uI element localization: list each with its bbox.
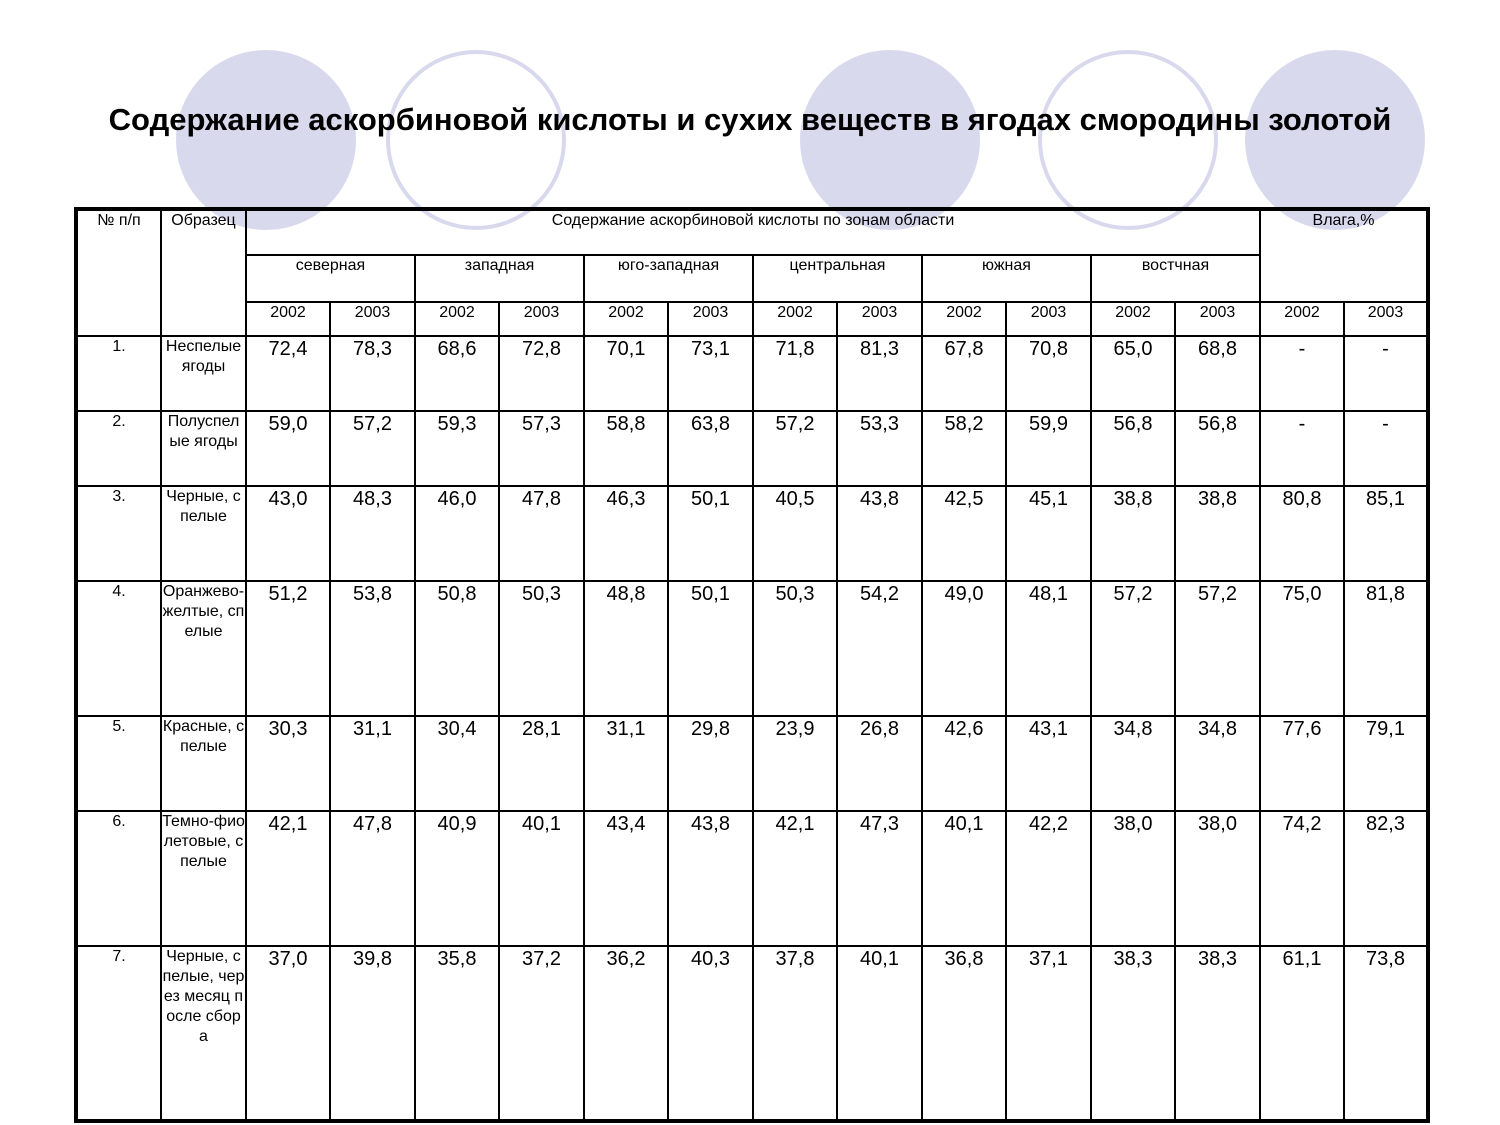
decor-circle-filled-1: [176, 50, 356, 230]
value-cell: 43,4: [584, 811, 668, 946]
value-cell: 70,8: [1006, 336, 1091, 411]
value-cell: 43,8: [837, 486, 922, 581]
value-cell: 80,8: [1260, 486, 1344, 581]
value-cell: 50,3: [499, 581, 584, 716]
value-cell: 36,2: [584, 946, 668, 1121]
value-cell: 58,2: [922, 411, 1006, 486]
value-cell: 43,1: [1006, 716, 1091, 811]
value-cell: -: [1260, 336, 1344, 411]
value-cell: -: [1344, 336, 1428, 411]
value-cell: 42,6: [922, 716, 1006, 811]
zone-header: центральная: [753, 255, 922, 302]
value-cell: 38,3: [1091, 946, 1175, 1121]
value-cell: 70,1: [584, 336, 668, 411]
value-cell: 39,8: [330, 946, 415, 1121]
value-cell: 81,3: [837, 336, 922, 411]
year-header: 2002: [415, 302, 499, 336]
row-sample: Оранжево-желтые, спелые: [161, 581, 246, 716]
value-cell: 74,2: [1260, 811, 1344, 946]
value-cell: 59,3: [415, 411, 499, 486]
value-cell: 56,8: [1091, 411, 1175, 486]
value-cell: 57,3: [499, 411, 584, 486]
row-number: 7.: [76, 946, 161, 1121]
value-cell: 26,8: [837, 716, 922, 811]
value-cell: 48,1: [1006, 581, 1091, 716]
row-number: 6.: [76, 811, 161, 946]
value-cell: 50,1: [668, 581, 753, 716]
table-row: [76, 486, 1428, 581]
value-cell: 40,9: [415, 811, 499, 946]
decor-circle-filled-2: [800, 50, 980, 230]
value-cell: 40,3: [668, 946, 753, 1121]
row-number: 5.: [76, 716, 161, 811]
year-header: 2002: [246, 302, 330, 336]
year-header: 2003: [1175, 302, 1260, 336]
value-cell: 37,0: [246, 946, 330, 1121]
row-sample: Черные, спелые, через месяц после сбора: [161, 946, 246, 1121]
value-cell: 57,2: [330, 411, 415, 486]
value-cell: 68,6: [415, 336, 499, 411]
zone-header: западная: [415, 255, 584, 302]
value-cell: 38,0: [1091, 811, 1175, 946]
table-row: [76, 946, 1428, 1121]
value-cell: 46,0: [415, 486, 499, 581]
table-body: [76, 336, 1428, 1121]
value-cell: 42,5: [922, 486, 1006, 581]
value-cell: 75,0: [1260, 581, 1344, 716]
year-header: 2002: [1260, 302, 1344, 336]
value-cell: 58,8: [584, 411, 668, 486]
value-cell: 46,3: [584, 486, 668, 581]
value-cell: 43,0: [246, 486, 330, 581]
value-cell: 31,1: [584, 716, 668, 811]
zone-header: востчная: [1091, 255, 1260, 302]
year-header: 2003: [668, 302, 753, 336]
zone-header-row: [76, 255, 1428, 302]
value-cell: 34,8: [1091, 716, 1175, 811]
row-sample: Неспелые ягоды: [161, 336, 246, 411]
value-cell: 54,2: [837, 581, 922, 716]
row-sample: Красные, спелые: [161, 716, 246, 811]
zone-header: юго-западная: [584, 255, 753, 302]
value-cell: 40,5: [753, 486, 837, 581]
row-number: 4.: [76, 581, 161, 716]
value-cell: 31,1: [330, 716, 415, 811]
value-cell: 42,1: [753, 811, 837, 946]
value-cell: 50,1: [668, 486, 753, 581]
value-cell: 51,2: [246, 581, 330, 716]
value-cell: 47,8: [330, 811, 415, 946]
value-cell: 79,1: [1344, 716, 1428, 811]
value-cell: 72,8: [499, 336, 584, 411]
value-cell: -: [1260, 411, 1344, 486]
value-cell: 53,8: [330, 581, 415, 716]
row-sample: Черные, спелые: [161, 486, 246, 581]
year-header: 2003: [330, 302, 415, 336]
value-cell: 37,2: [499, 946, 584, 1121]
value-cell: 56,8: [1175, 411, 1260, 486]
value-cell: 23,9: [753, 716, 837, 811]
zone-header: южная: [922, 255, 1091, 302]
value-cell: 57,2: [1175, 581, 1260, 716]
value-cell: 30,3: [246, 716, 330, 811]
value-cell: 49,0: [922, 581, 1006, 716]
value-cell: 81,8: [1344, 581, 1428, 716]
table-row: [76, 411, 1428, 486]
slide-title: Содержание аскорбиновой кислоты и сухих веществ в ягодах смородины золотой: [108, 102, 1392, 137]
value-cell: 30,4: [415, 716, 499, 811]
row-number: 3.: [76, 486, 161, 581]
decor-circle-ring-1: [386, 50, 566, 230]
row-sample: Темно-фиолетовые, спелые: [161, 811, 246, 946]
value-cell: 37,8: [753, 946, 837, 1121]
zone-header: северная: [246, 255, 415, 302]
value-cell: 82,3: [1344, 811, 1428, 946]
year-header: 2003: [499, 302, 584, 336]
year-header: 2002: [753, 302, 837, 336]
value-cell: 42,2: [1006, 811, 1091, 946]
value-cell: 40,1: [499, 811, 584, 946]
table-row: [76, 716, 1428, 811]
value-cell: 85,1: [1344, 486, 1428, 581]
year-header: 2002: [1091, 302, 1175, 336]
header-number: № п/п: [76, 209, 161, 336]
value-cell: 47,8: [499, 486, 584, 581]
value-cell: 28,1: [499, 716, 584, 811]
data-table: [74, 207, 1430, 1123]
value-cell: 78,3: [330, 336, 415, 411]
value-cell: 29,8: [668, 716, 753, 811]
year-header: 2002: [922, 302, 1006, 336]
value-cell: 57,2: [1091, 581, 1175, 716]
value-cell: 63,8: [668, 411, 753, 486]
header-ascorbic-acid: Содержание аскорбиновой кислоты по зонам области: [246, 209, 1260, 255]
year-header-row: [76, 302, 1428, 336]
value-cell: 53,3: [837, 411, 922, 486]
value-cell: 45,1: [1006, 486, 1091, 581]
value-cell: 68,8: [1175, 336, 1260, 411]
value-cell: 38,3: [1175, 946, 1260, 1121]
table-row: [76, 811, 1428, 946]
value-cell: 37,1: [1006, 946, 1091, 1121]
value-cell: 59,0: [246, 411, 330, 486]
table-row: [76, 336, 1428, 411]
value-cell: 61,1: [1260, 946, 1344, 1121]
value-cell: -: [1344, 411, 1428, 486]
value-cell: 71,8: [753, 336, 837, 411]
value-cell: 50,3: [753, 581, 837, 716]
value-cell: 48,3: [330, 486, 415, 581]
value-cell: 73,1: [668, 336, 753, 411]
row-number: 1.: [76, 336, 161, 411]
year-header: 2002: [584, 302, 668, 336]
value-cell: 59,9: [1006, 411, 1091, 486]
value-cell: 36,8: [922, 946, 1006, 1121]
value-cell: 50,8: [415, 581, 499, 716]
value-cell: 38,8: [1175, 486, 1260, 581]
value-cell: 34,8: [1175, 716, 1260, 811]
table-row: [76, 581, 1428, 716]
row-number: 2.: [76, 411, 161, 486]
value-cell: 42,1: [246, 811, 330, 946]
value-cell: 57,2: [753, 411, 837, 486]
value-cell: 77,6: [1260, 716, 1344, 811]
value-cell: 40,1: [837, 946, 922, 1121]
value-cell: 72,4: [246, 336, 330, 411]
year-header: 2003: [1006, 302, 1091, 336]
header-moisture: Влага,%: [1260, 209, 1428, 302]
header-sample: Образец: [161, 209, 246, 336]
value-cell: 47,3: [837, 811, 922, 946]
value-cell: 43,8: [668, 811, 753, 946]
value-cell: 40,1: [922, 811, 1006, 946]
value-cell: 48,8: [584, 581, 668, 716]
value-cell: 67,8: [922, 336, 1006, 411]
year-header: 2003: [1344, 302, 1428, 336]
decor-circle-ring-2: [1038, 50, 1218, 230]
value-cell: 35,8: [415, 946, 499, 1121]
year-header: 2003: [837, 302, 922, 336]
decor-circle-filled-3: [1245, 50, 1425, 230]
value-cell: 38,0: [1175, 811, 1260, 946]
row-sample: Полуспелые ягоды: [161, 411, 246, 486]
value-cell: 38,8: [1091, 486, 1175, 581]
value-cell: 73,8: [1344, 946, 1428, 1121]
value-cell: 65,0: [1091, 336, 1175, 411]
